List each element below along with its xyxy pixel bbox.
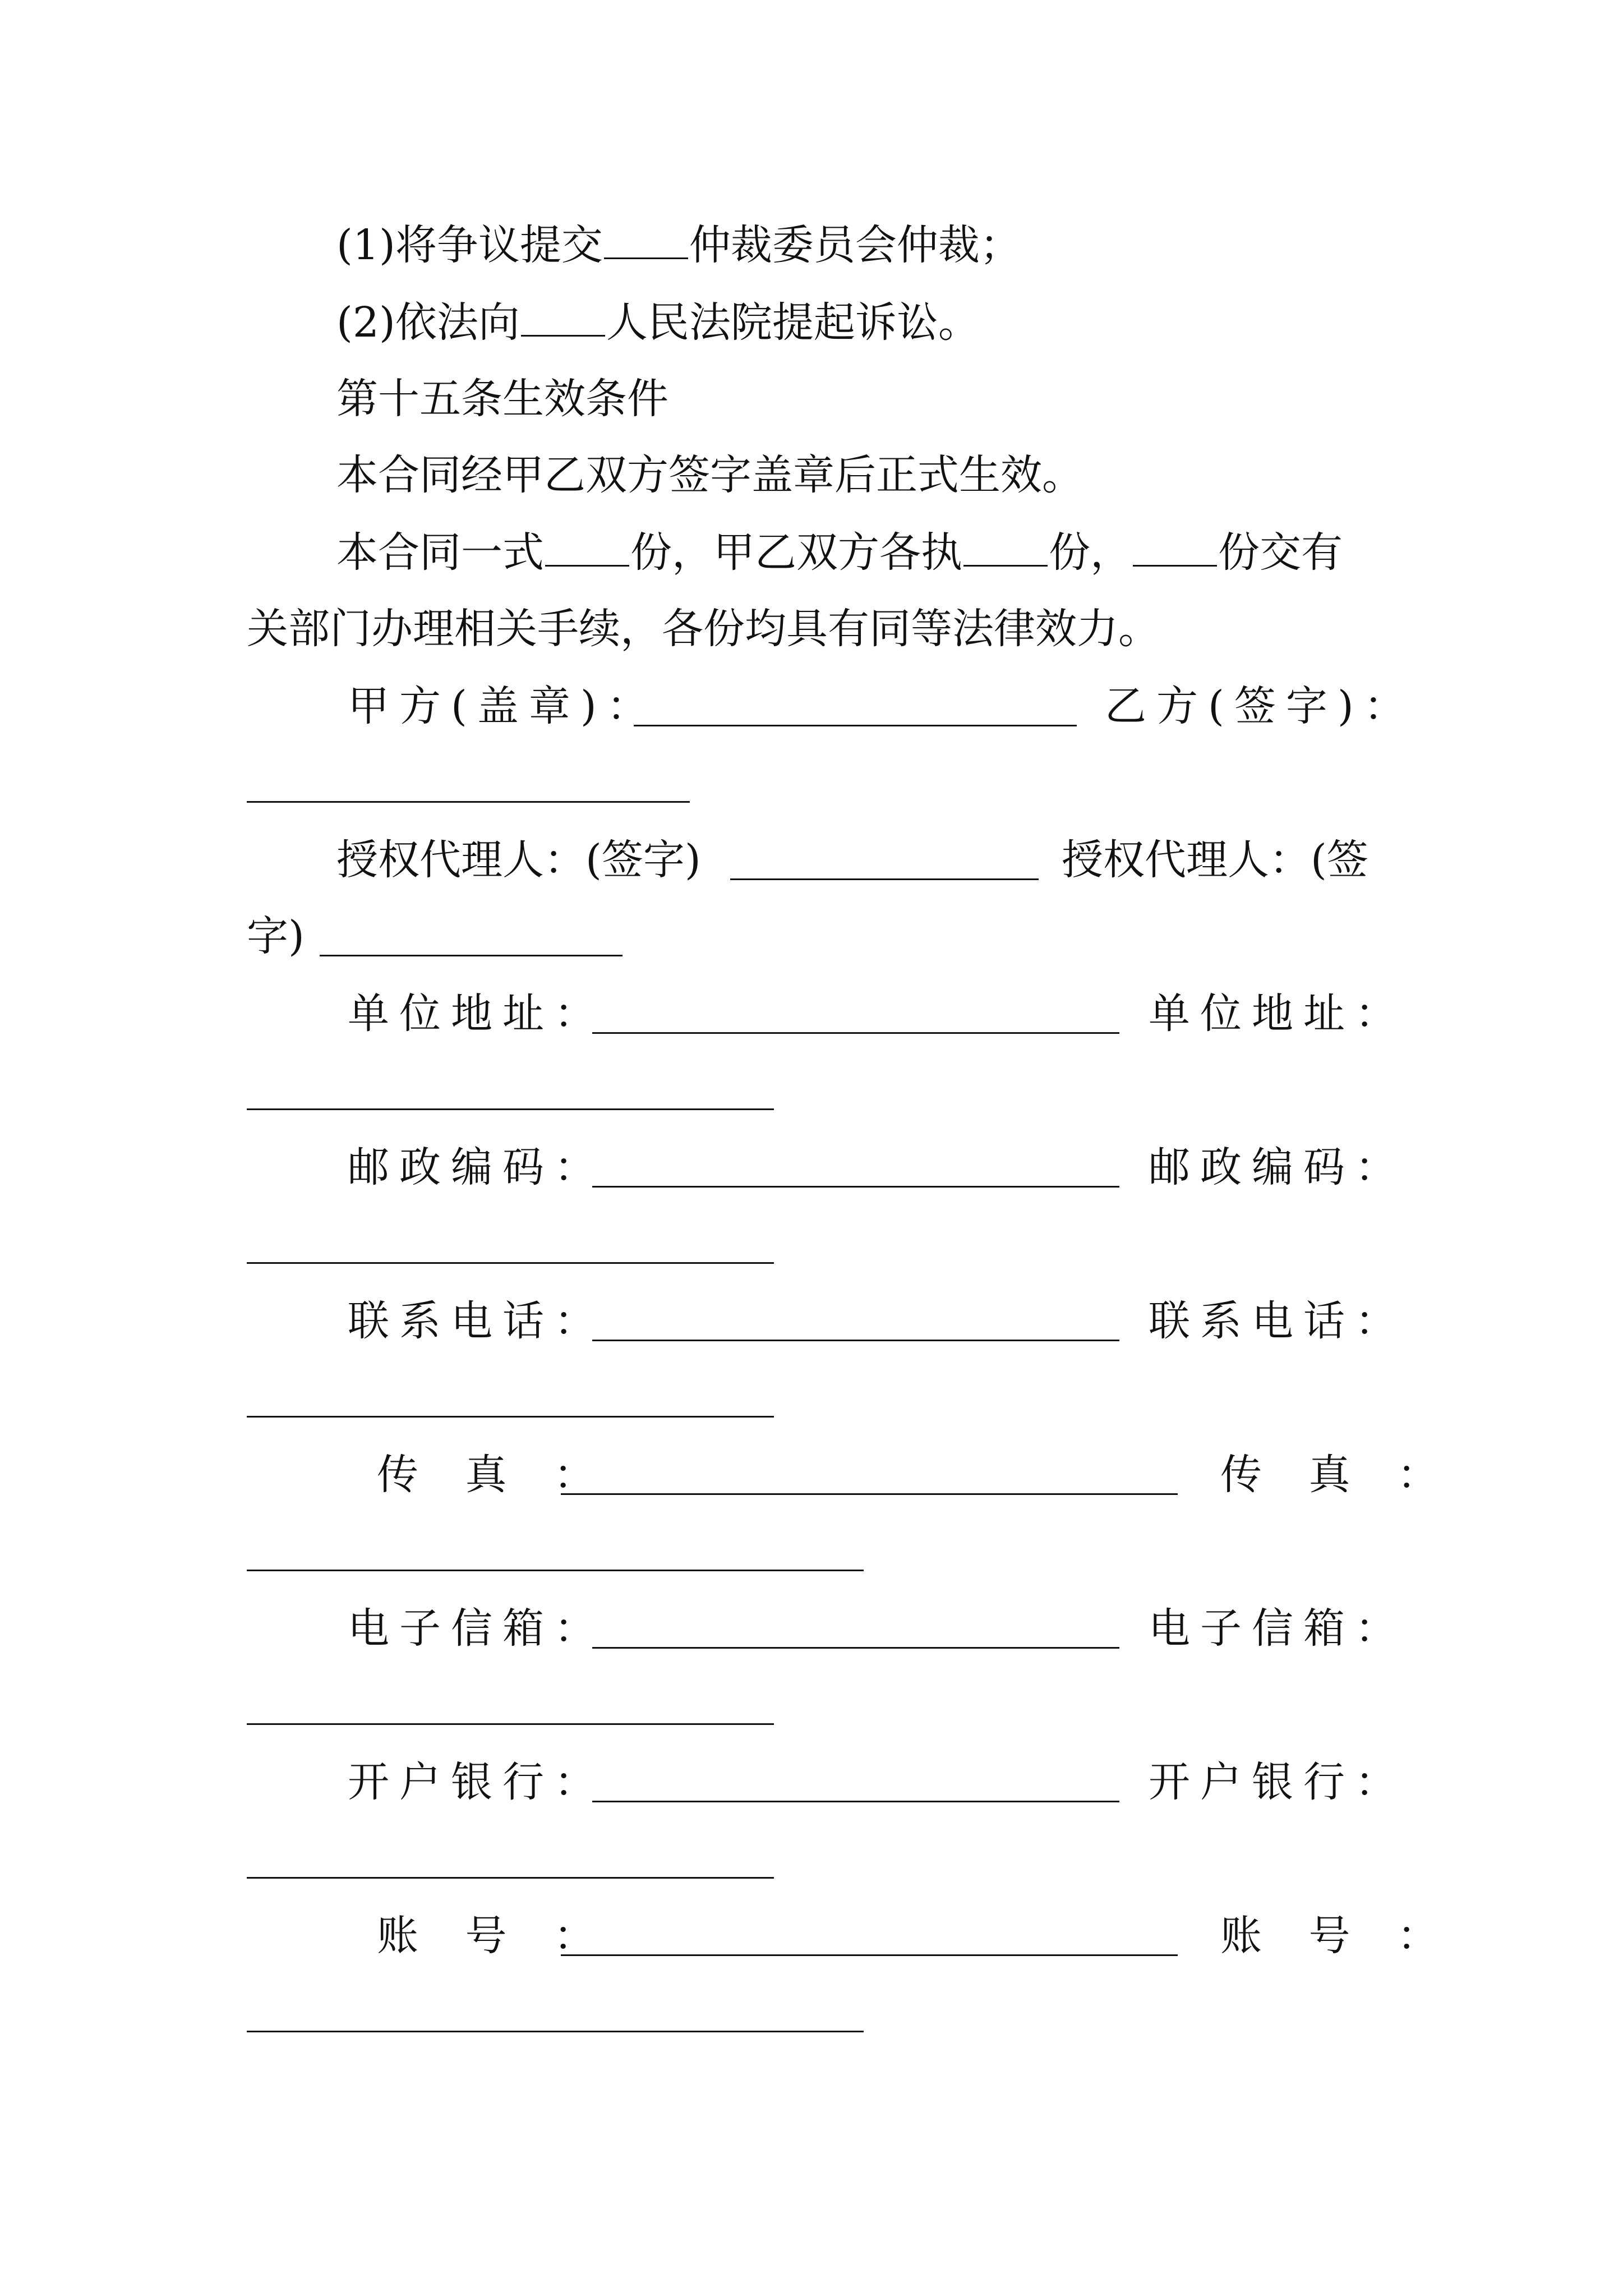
bank-b-line [247,1877,774,1879]
party-b-line [247,801,690,803]
fax-b-label: 传 真 ： [1220,1451,1456,1499]
blank-arbitration [604,254,688,259]
agent-b-line [320,955,623,956]
phone-a-line [592,1340,1119,1341]
blank-copies-each [963,562,1048,567]
blank-copies-dept [1133,562,1217,567]
copies-text-b: 份，甲乙双方各执 [630,528,962,577]
bank-b-label: 开户银行： [1149,1758,1407,1806]
postcode-a-line [592,1186,1119,1188]
email-a-label: 电子信箱： [348,1604,606,1653]
bank-a-label: 开户银行： [348,1758,606,1806]
phone-a-label: 联系电话： [348,1297,606,1345]
copies-text-a: 本合同一式 [336,528,544,577]
address-b-label: 单位地址： [1149,990,1407,1038]
effect-paragraph: 本合同经甲乙双方签字盖章后正式生效。 [336,451,1083,499]
account-a-line [561,1954,1178,1956]
bank-a-line [592,1801,1119,1802]
address-b-line [247,1108,774,1110]
account-a-label: 账 号 ： [377,1912,612,1960]
blank-copies-total [545,562,629,567]
copies-paragraph-cont: 关部门办理相关手续，各份均具有同等法律效力。 [247,605,1160,653]
article-15-title: 第十五条生效条件 [336,375,668,423]
account-b-label: 账 号 ： [1220,1912,1456,1960]
clause-2 [336,298,980,347]
blank-court [521,332,605,337]
fax-a-label: 传 真 ： [377,1451,612,1499]
clause-1 [336,221,1021,269]
fax-a-line [561,1493,1178,1495]
agent-a-line [730,878,1039,880]
copies-text-c: 份， [1049,528,1132,577]
account-b-line [247,2031,864,2032]
copies-text-d: 份交有 [1218,528,1343,577]
email-b-line [247,1723,774,1725]
phone-b-label: 联系电话： [1149,1297,1407,1345]
postcode-a-label: 邮政编码： [348,1143,606,1191]
address-a-line [592,1032,1119,1034]
agent-a-label: 授权代理人：(签字) [336,836,701,884]
clause-2-text-a: (2)依法向 [336,298,520,347]
party-a-line [634,725,1077,726]
agent-b-label: 授权代理人：(签 [1062,836,1368,884]
postcode-b-label: 邮政编码： [1149,1143,1407,1191]
clause-2-text-b: 人民法院提起诉讼。 [606,298,980,347]
fax-b-line [247,1570,864,1571]
email-b-label: 电子信箱： [1149,1604,1407,1653]
address-a-label: 单位地址： [348,990,606,1038]
copies-paragraph [336,528,1343,577]
email-a-line [592,1647,1119,1649]
clause-1-text-a: (1)将争议提交 [336,221,603,269]
phone-b-line [247,1416,774,1418]
party-a-label: 甲方(盖章)： [348,682,658,730]
postcode-b-line [247,1262,774,1264]
agent-b-label-cont: 字) [247,912,305,960]
clause-1-text-b: 仲裁委员会仲裁； [689,221,1021,269]
party-b-label: 乙方(签字)： [1105,682,1415,730]
